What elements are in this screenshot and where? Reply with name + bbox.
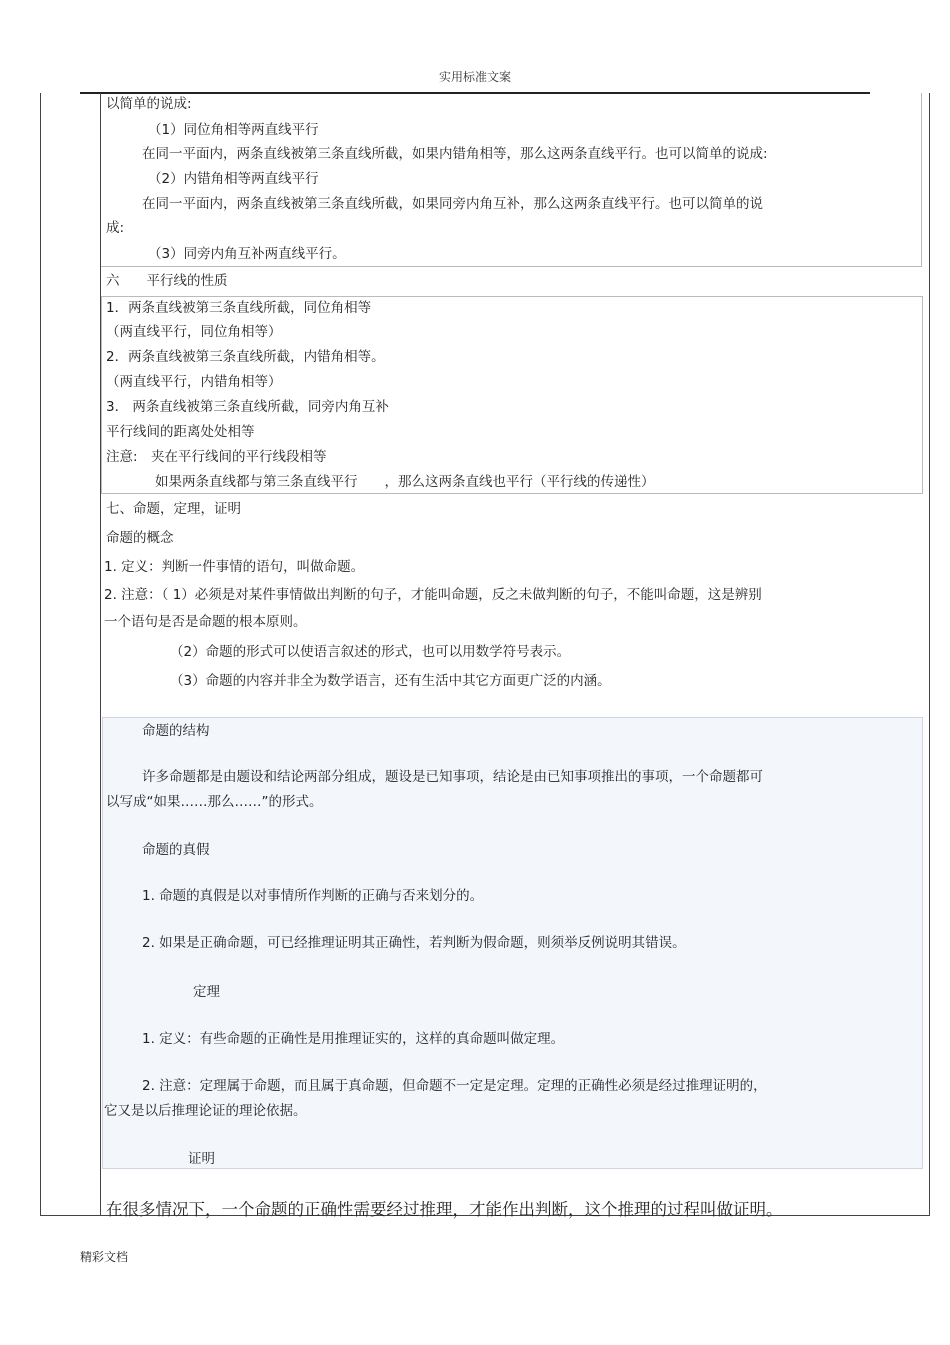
subheading: 命题的真假 bbox=[142, 842, 210, 858]
text-line: （3）同旁内角互补两直线平行。 bbox=[148, 246, 346, 262]
text-line: 以写成“如果……那么……”的形式。 bbox=[106, 794, 323, 810]
text-line: （1）同位角相等两直线平行 bbox=[148, 122, 319, 138]
text-line: 在同一平面内，两条直线被第三条直线所截，如果内错角相等，那么这两条直线平行。也可以简单的说成: bbox=[142, 146, 768, 162]
text-line: 1．两条直线被第三条直线所截，同位角相等 bbox=[106, 300, 372, 316]
subheading: 证明 bbox=[188, 1151, 215, 1167]
page-footer: 精彩文档 bbox=[80, 1250, 129, 1264]
text-line: 1. 命题的真假是以对事情所作判断的正确与否来划分的。 bbox=[142, 888, 484, 904]
text-line: 如果两条直线都与第三条直线平行 ，那么这两条直线也平行（平行线的传递性） bbox=[155, 474, 655, 490]
text-line: 1. 定义：判断一件事情的语句，叫做命题。 bbox=[104, 559, 365, 575]
text-line: （两直线平行，内错角相等） bbox=[106, 374, 282, 390]
text-line: 平行线间的距离处处相等 bbox=[106, 424, 255, 440]
text-line: 一个语句是否是命题的根本原则。 bbox=[104, 614, 307, 630]
proof-statement: 在很多情况下，一个命题的正确性需要经过推理，才能作出判断，这个推理的过程叫做证明。 bbox=[106, 1200, 783, 1219]
text-line: 2. 如果是正确命题，可已经推理证明其正确性，若判断为假命题，则须举反例说明其错误。 bbox=[142, 935, 686, 951]
text-line: 以简单的说成: bbox=[106, 96, 192, 112]
text-line: （2）命题的形式可以使语言叙述的形式，也可以用数学符号表示。 bbox=[170, 644, 571, 660]
text-line: 注意: 夹在平行线间的平行线段相等 bbox=[106, 449, 327, 465]
text-line: 它又是以后推理论证的理论依据。 bbox=[104, 1103, 307, 1119]
text-line: （两直线平行，同位角相等） bbox=[106, 324, 282, 340]
text-line: 1. 定义：有些命题的正确性是用推理证实的，这样的真命题叫做定理。 bbox=[142, 1031, 565, 1047]
subheading: 命题的结构 bbox=[142, 723, 210, 739]
page-header: 实用标准文案 bbox=[438, 70, 511, 84]
text-line: 许多命题都是由题设和结论两部分组成，题设是已知事项，结论是由已知事项推出的事项，一个命题都可 bbox=[142, 769, 763, 785]
text-line: 3． 两条直线被第三条直线所截，同旁内角互补 bbox=[106, 399, 389, 415]
text-line: 2．两条直线被第三条直线所截，内错角相等。 bbox=[106, 349, 385, 365]
text-line: 成: bbox=[106, 220, 125, 236]
section-heading: 七、命题，定理，证明 bbox=[106, 501, 241, 517]
text-line: 命题的概念 bbox=[106, 530, 174, 546]
text-line: （2）内错角相等两直线平行 bbox=[148, 171, 319, 187]
text-line: 2. 注意：定理属于命题，而且属于真命题，但命题不一定是定理。定理的正确性必须是经过推理证明的， bbox=[142, 1078, 767, 1094]
text-line: 2. 注意：（ 1）必须是对某件事情做出判断的句子，才能叫命题，反之未做判断的句子，不能叫命题，这是辨别 bbox=[104, 587, 762, 603]
subheading: 定理 bbox=[193, 984, 220, 1000]
text-line: 在同一平面内，两条直线被第三条直线所截，如果同旁内角互补，那么这两条直线平行。也可以简单的说 bbox=[142, 196, 763, 212]
section-heading: 六 平行线的性质 bbox=[106, 273, 228, 289]
text-line: （3）命题的内容并非全为数学语言，还有生活中其它方面更广泛的内涵。 bbox=[170, 673, 611, 689]
